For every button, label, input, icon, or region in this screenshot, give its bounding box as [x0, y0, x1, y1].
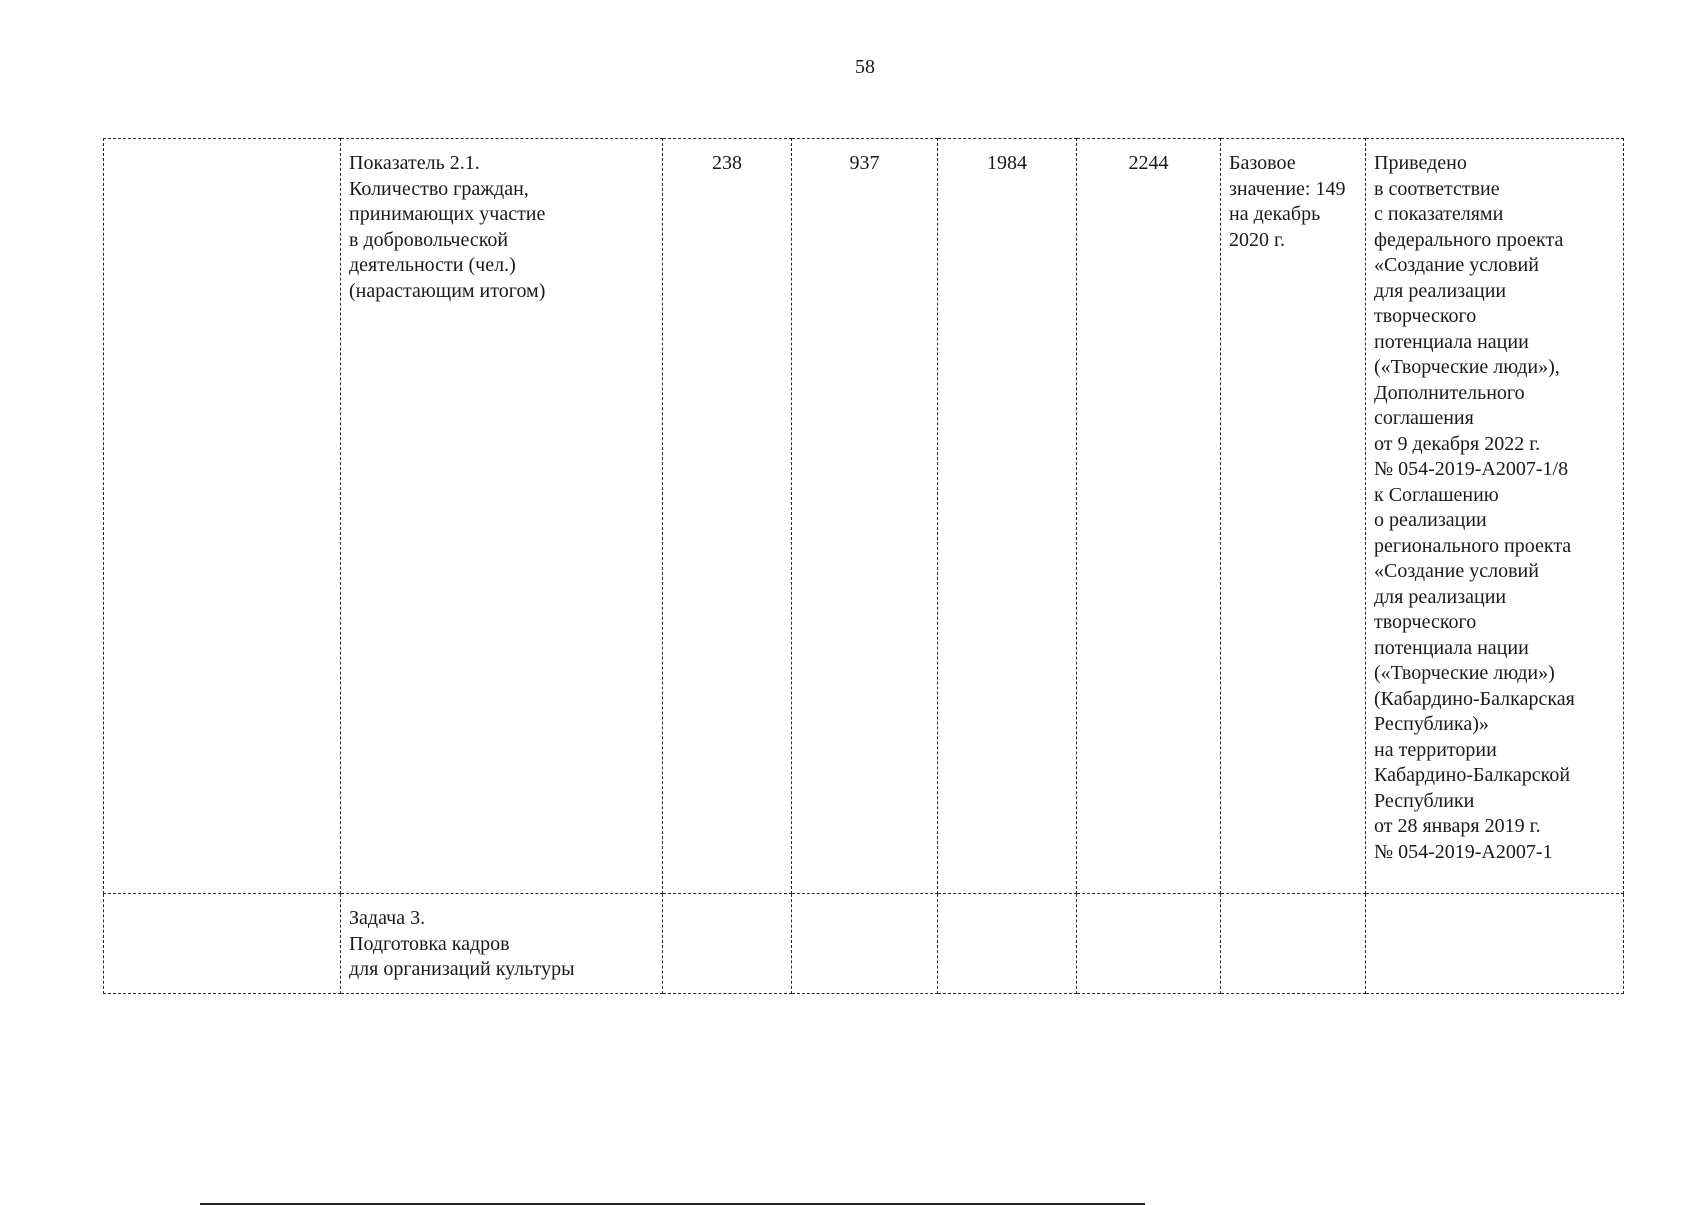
- text-line: («Творческие люди»),: [1374, 356, 1560, 378]
- text-line: («Творческие люди»): [1374, 662, 1555, 684]
- text-line: с показателями: [1374, 203, 1504, 225]
- text-line: № 054-2019-А2007-1: [1374, 840, 1553, 863]
- text-line: федерального проекта: [1374, 228, 1564, 251]
- text-line: потенциала нации: [1374, 330, 1529, 353]
- indicator-cell: [341, 139, 663, 894]
- task-cell: [341, 894, 663, 994]
- empty-cell: [1221, 894, 1366, 994]
- text-line: творческого: [1374, 611, 1477, 633]
- empty-cell: [104, 894, 341, 994]
- text-line: «Создание условий: [1374, 560, 1539, 582]
- text-line: Дополнительного: [1374, 381, 1525, 404]
- text-line: Кабардино-Балкарской: [1374, 764, 1571, 786]
- text-line: «Создание условий: [1374, 254, 1539, 276]
- empty-cell: [104, 139, 341, 894]
- text-line: творческого: [1374, 305, 1477, 327]
- text-line: о реализации: [1374, 509, 1487, 531]
- text-line: Республики: [1374, 789, 1475, 812]
- page-number: 58: [855, 56, 875, 78]
- table-row: [104, 894, 1624, 994]
- text-line: Количество граждан,: [349, 177, 529, 200]
- note-cell: [1366, 139, 1624, 894]
- value-cell-4: 2244: [1077, 139, 1221, 894]
- text-line: Задача 3.: [349, 907, 426, 929]
- text-line: № 054-2019-А2007-1/8: [1374, 458, 1569, 480]
- text-line: Показатель 2.1.: [349, 152, 480, 174]
- empty-cell: [792, 894, 938, 994]
- text-line: от 28 января 2019 г.: [1374, 815, 1541, 837]
- text-line: регионального проекта: [1374, 534, 1572, 557]
- base-value-cell: [1221, 139, 1366, 894]
- text-line: для реализации: [1374, 585, 1507, 608]
- text-line: для организаций культуры: [349, 958, 575, 980]
- text-line: к Соглашению: [1374, 483, 1499, 506]
- text-line: 2020 г.: [1229, 228, 1285, 251]
- text-line: в соответствие: [1374, 177, 1500, 200]
- text-line: значение: 149: [1229, 177, 1346, 200]
- text-line: деятельности (чел.): [349, 254, 516, 276]
- text-line: (нарастающим итогом): [349, 279, 546, 302]
- empty-cell: [1366, 894, 1624, 994]
- indicators-table: [103, 138, 1624, 994]
- table-row: [104, 139, 1624, 894]
- empty-cell: [1077, 894, 1221, 994]
- empty-cell: [663, 894, 792, 994]
- text-line: Приведено: [1374, 152, 1467, 174]
- value-cell-1: 238: [663, 139, 792, 894]
- value-cell-3: 1984: [938, 139, 1077, 894]
- text-line: на декабрь: [1229, 203, 1321, 225]
- text-line: соглашения: [1374, 407, 1474, 429]
- text-line: потенциала нации: [1374, 636, 1529, 659]
- text-line: для реализации: [1374, 279, 1507, 302]
- text-line: от 9 декабря 2022 г.: [1374, 432, 1541, 455]
- value-cell-2: 937: [792, 139, 938, 894]
- text-line: принимающих участие: [349, 203, 546, 225]
- text-line: на территории: [1374, 738, 1497, 761]
- text-line: Подготовка кадров: [349, 932, 510, 955]
- text-line: Республика)»: [1374, 713, 1489, 735]
- empty-cell: [938, 894, 1077, 994]
- text-line: в добровольческой: [349, 228, 509, 251]
- text-line: (Кабардино-Балкарская: [1374, 687, 1575, 710]
- text-line: Базовое: [1229, 152, 1296, 174]
